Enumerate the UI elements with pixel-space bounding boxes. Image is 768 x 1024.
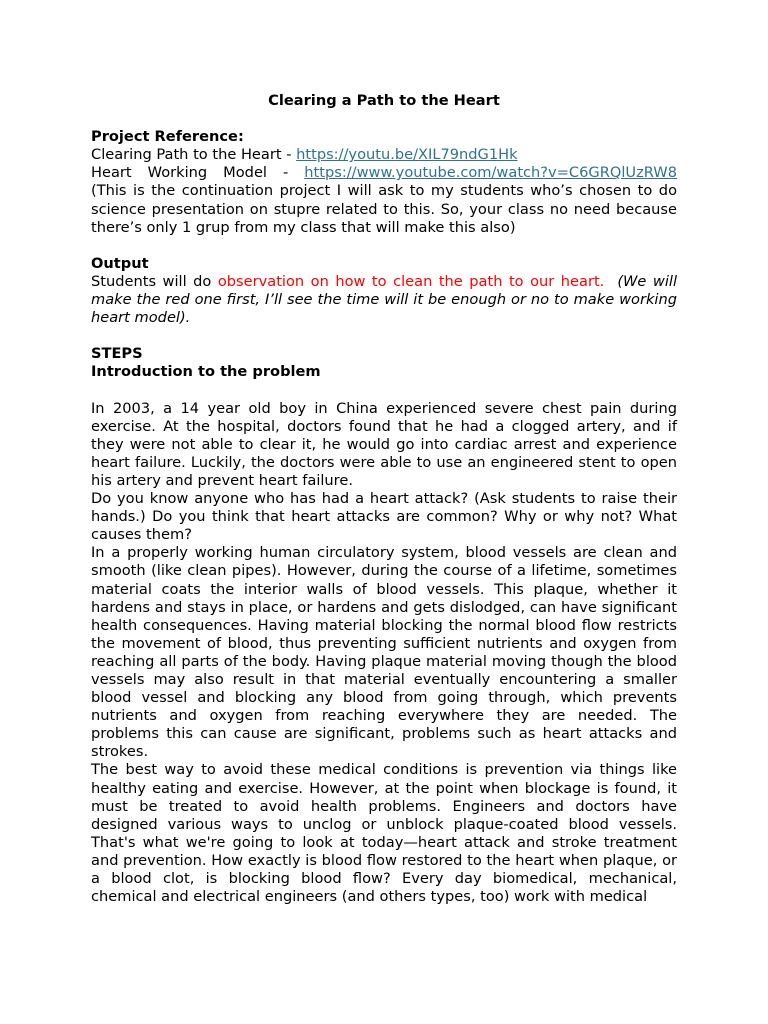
document-page — [91, 91, 677, 906]
project-reference-note: (This is the continuation project I will ask to my students who’s chosen to do science presentation on stupre related to this. So, your class no need because there’s only 1 grup from my class that will make this also) — [91, 182, 677, 236]
intro-paragraph-4: The best way to avoid these medical conditions is prevention via things like healthy eating and exercise. However, at the point when blockage is found, it must be treated to avoid health problems. Engineers and doctors have designed various ways to unclog or unblock plaque-coated blood vessels. That's what we're going to look at today—heart attack and stroke treatment and prevention. How exactly is blood flow restored to the heart when plaque, or a blood clot, is blocking blood flow? Every day biomedical, mechanical, chemical and electrical engineers (and others types, too) work with medical — [91, 761, 677, 906]
reference-2-word-2: Working — [147, 164, 208, 182]
output-paragraph — [91, 273, 677, 327]
reference-2-word-3: Model — [223, 164, 267, 182]
reference-2-dash: - — [282, 164, 289, 182]
project-reference-heading: Project Reference: — [91, 128, 244, 146]
output-text-start: Students will do — [91, 272, 218, 290]
output-red-text: observation on how to clean the path to our heart. — [217, 272, 605, 290]
output-heading: Output — [91, 254, 149, 272]
steps-heading: STEPS — [91, 345, 143, 363]
document-title: Clearing a Path to the Heart — [268, 92, 500, 109]
reference-2-link[interactable]: https://www.youtube.com/watch?v=C6GRQlUzRW8 — [304, 164, 677, 182]
reference-2-word-1: Heart — [91, 164, 132, 182]
reference-line-2 — [91, 164, 677, 182]
intro-paragraph-3: In a properly working human circulatory system, blood vessels are clean and smooth (like clean pipes). However, during the course of a lifetime, sometimes material coats the interior walls of blood vessels. This plaque, whether it hardens and stays in place, or hardens and gets dislodged, can have significant health consequences. Having material blocking the normal blood flow restricts the movement of blood, thus preventing sufficient nutrients and oxygen from reaching all parts of the body. Having plaque material moving though the blood vessels may also result in that material eventually encountering a smaller blood vessel and blocking any blood from going through, which prevents nutrients and oxygen from reaching everywhere they are needed. The problems this can cause are significant, problems such as heart attacks and strokes. — [91, 544, 677, 761]
intro-subheading: Introduction to the problem — [91, 363, 321, 381]
reference-1-link[interactable]: https://youtu.be/XIL79ndG1Hk — [296, 146, 518, 164]
output-italic-note: (We will make the red one first, I’ll see the time will it be enough or no to make working heart model). — [91, 272, 678, 327]
reference-line-1 — [91, 146, 677, 164]
reference-1-label: Clearing Path to the Heart - — [91, 146, 297, 164]
spacer — [91, 237, 677, 255]
intro-paragraph-1: In 2003, a 14 year old boy in China experienced severe chest pain during exercise. At the hospital, doctors found that he had a clogged artery, and if they were not able to clear it, he would go into cardiac arrest and experience heart failure. Luckily, the doctors were able to use an engineered stent to open his artery and prevent heart failure. — [91, 399, 677, 489]
spacer — [91, 327, 677, 345]
spacer — [91, 382, 677, 400]
intro-paragraph-2: Do you know anyone who has had a heart attack? (Ask students to raise their hands.) Do you think that heart attacks are common? Why or why not? What causes them? — [91, 490, 677, 544]
